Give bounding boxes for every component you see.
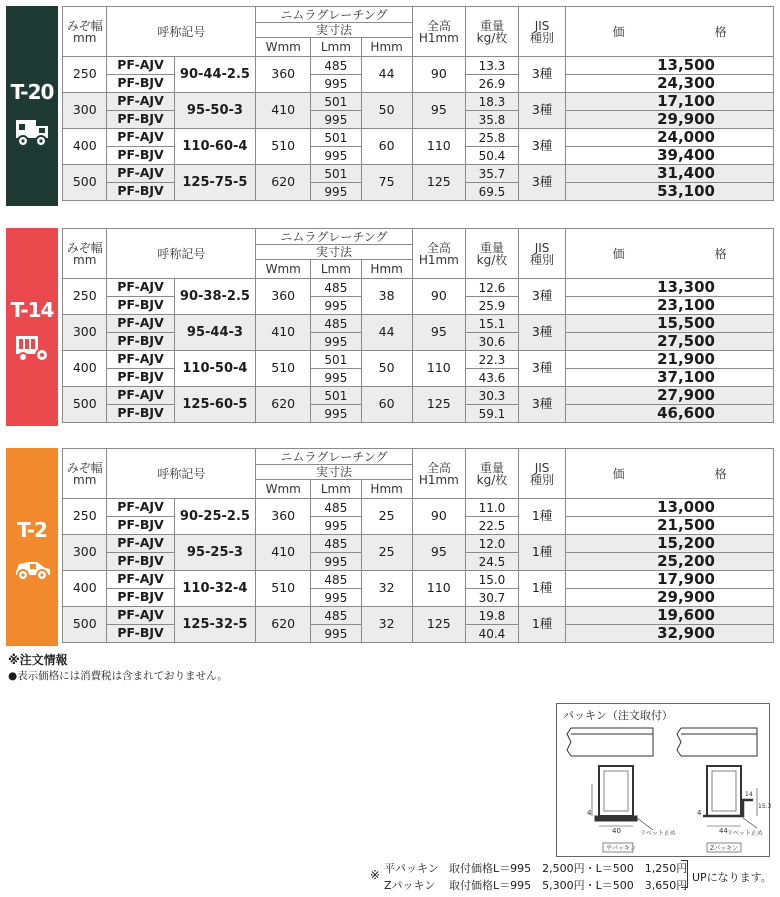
cell-code: 95-25-3 (174, 535, 256, 571)
cell-model-b: PF-BJV (107, 369, 174, 387)
cell-width: 250 (63, 279, 107, 315)
cell-h1: 125 (412, 387, 465, 423)
cell-h: 50 (361, 351, 412, 387)
cell-l-short: 501 (311, 387, 362, 405)
cell-code: 95-50-3 (174, 93, 256, 129)
cell-jis: 3種 (518, 129, 565, 165)
dim-left: 40 (612, 827, 621, 835)
header-weight: 重量 kg/枚 (466, 449, 519, 499)
cell-h: 60 (361, 387, 412, 423)
cell-weight-a: 12.0 (466, 535, 519, 553)
header-l: Lmm (311, 480, 362, 499)
cell-w: 360 (256, 279, 311, 315)
header-width: みぞ幅 mm (63, 229, 107, 279)
header-w: Wmm (256, 480, 311, 499)
cell-model-a: PF-AJV (107, 57, 174, 75)
load-class-label: T-2 (17, 518, 47, 542)
header-height: 全高 H1mm (412, 449, 465, 499)
cell-h1: 95 (412, 315, 465, 351)
cell-code: 125-60-5 (174, 387, 256, 423)
cell-weight-a: 30.3 (466, 387, 519, 405)
cell-w: 620 (256, 607, 311, 643)
cell-weight-a: 13.3 (466, 57, 519, 75)
cell-price-b: 29,900 (566, 111, 774, 129)
cell-w: 410 (256, 93, 311, 129)
cell-code: 125-75-5 (174, 165, 256, 201)
cell-weight-a: 19.8 (466, 607, 519, 625)
cell-width: 250 (63, 499, 107, 535)
header-jis: JIS 種別 (518, 449, 565, 499)
cell-h1: 95 (412, 93, 465, 129)
cell-price-a: 27,900 (566, 387, 774, 405)
cell-code: 110-50-4 (174, 351, 256, 387)
dim-h2: 15.3 (758, 803, 772, 810)
cell-h1: 110 (412, 571, 465, 607)
header-height: 全高 H1mm (412, 229, 465, 279)
cell-price-b: 24,300 (566, 75, 774, 93)
cell-h1: 125 (412, 165, 465, 201)
section-t2 (6, 448, 774, 646)
cell-weight-b: 30.6 (466, 333, 519, 351)
cell-model-b: PF-BJV (107, 405, 174, 423)
cell-price-b: 53,100 (566, 183, 774, 201)
header-h: Hmm (361, 480, 412, 499)
cell-w: 510 (256, 351, 311, 387)
header-h: Hmm (361, 38, 412, 57)
cell-jis: 3種 (518, 351, 565, 387)
cell-price-b: 46,600 (566, 405, 774, 423)
cell-price-a: 15,200 (566, 535, 774, 553)
spec-table-t2 (62, 448, 774, 643)
cell-model-a: PF-AJV (107, 279, 174, 297)
flat-packing-price: 取付価格L＝995 2,500円・L＝500 1,250円 (449, 862, 688, 875)
cell-price-b: 25,200 (566, 553, 774, 571)
header-designation: 呼称記号 (107, 229, 256, 279)
cell-jis: 1種 (518, 607, 565, 643)
cell-model-b: PF-BJV (107, 75, 174, 93)
cell-model-a: PF-AJV (107, 499, 174, 517)
cell-l-short: 501 (311, 93, 362, 111)
cell-price-a: 17,100 (566, 93, 774, 111)
cell-h1: 90 (412, 57, 465, 93)
load-class-label: T-20 (10, 80, 54, 104)
cell-l-long: 995 (311, 333, 362, 351)
cell-l-long: 995 (311, 183, 362, 201)
cell-w: 410 (256, 535, 311, 571)
cell-model-a: PF-AJV (107, 165, 174, 183)
cell-h1: 125 (412, 607, 465, 643)
dim-h4: 4 (697, 809, 702, 817)
cell-code: 110-60-4 (174, 129, 256, 165)
cell-model-a: PF-AJV (107, 571, 174, 589)
cell-weight-b: 59.1 (466, 405, 519, 423)
header-width: みぞ幅 mm (63, 7, 107, 57)
cell-weight-b: 22.5 (466, 517, 519, 535)
flat-caption: 平パッキン (606, 845, 636, 852)
cell-l-short: 485 (311, 499, 362, 517)
header-grating: ニムラグレーチング (256, 7, 412, 23)
header-jis: JIS 種別 (518, 229, 565, 279)
cell-weight-b: 43.6 (466, 369, 519, 387)
cell-l-long: 995 (311, 553, 362, 571)
header-actual: 実寸法 (256, 23, 412, 38)
cell-l-short: 501 (311, 351, 362, 369)
cell-weight-b: 35.8 (466, 111, 519, 129)
cell-price-a: 13,000 (566, 499, 774, 517)
cell-width: 300 (63, 315, 107, 351)
load-class-tag-t14 (6, 228, 58, 426)
cell-model-b: PF-BJV (107, 183, 174, 201)
dim-right: 44 (719, 827, 728, 835)
cell-code: 90-38-2.5 (174, 279, 256, 315)
cell-l-short: 501 (311, 129, 362, 147)
cell-jis: 3種 (518, 279, 565, 315)
load-class-tag-t20 (6, 6, 58, 206)
cell-l-short: 485 (311, 57, 362, 75)
cell-w: 360 (256, 57, 311, 93)
header-jis: JIS 種別 (518, 7, 565, 57)
load-class-tag-t2 (6, 448, 58, 646)
cell-h: 60 (361, 129, 412, 165)
cell-width: 250 (63, 57, 107, 93)
cell-weight-b: 26.9 (466, 75, 519, 93)
cell-price-b: 37,100 (566, 369, 774, 387)
cell-model-b: PF-BJV (107, 589, 174, 607)
header-l: Lmm (311, 260, 362, 279)
bracket-icon (681, 860, 688, 888)
cell-jis: 3種 (518, 93, 565, 129)
cell-width: 300 (63, 93, 107, 129)
cell-model-a: PF-AJV (107, 315, 174, 333)
cell-price-a: 13,500 (566, 57, 774, 75)
cell-h1: 90 (412, 499, 465, 535)
cell-jis: 3種 (518, 315, 565, 351)
cell-h1: 95 (412, 535, 465, 571)
cell-code: 110-32-4 (174, 571, 256, 607)
packing-drawing (557, 704, 772, 856)
header-weight: 重量 kg/枚 (466, 229, 519, 279)
cell-l-short: 501 (311, 165, 362, 183)
header-price: 価 格 (566, 7, 774, 57)
cell-l-long: 995 (311, 589, 362, 607)
cell-l-long: 995 (311, 625, 362, 643)
header-w: Wmm (256, 38, 311, 57)
cell-weight-a: 12.6 (466, 279, 519, 297)
cell-h1: 90 (412, 279, 465, 315)
header-height: 全高 H1mm (412, 7, 465, 57)
cell-weight-b: 25.9 (466, 297, 519, 315)
cell-l-long: 995 (311, 369, 362, 387)
cell-w: 620 (256, 165, 311, 201)
header-designation: 呼称記号 (107, 449, 256, 499)
section-t20 (6, 6, 774, 206)
cell-weight-a: 18.3 (466, 93, 519, 111)
cell-width: 400 (63, 351, 107, 387)
spec-table-t20 (62, 6, 774, 201)
cell-model-b: PF-BJV (107, 553, 174, 571)
cell-weight-b: 40.4 (466, 625, 519, 643)
cell-price-b: 39,400 (566, 147, 774, 165)
z-caption: Zパッキン (710, 845, 739, 852)
cell-jis: 1種 (518, 571, 565, 607)
cell-jis: 1種 (518, 499, 565, 535)
packing-mark: ※ (370, 868, 381, 882)
cell-price-b: 32,900 (566, 625, 774, 643)
cell-width: 300 (63, 535, 107, 571)
car-icon (15, 556, 51, 582)
cell-l-short: 485 (311, 315, 362, 333)
cell-l-long: 995 (311, 111, 362, 129)
cell-code: 95-44-3 (174, 315, 256, 351)
cell-l-long: 995 (311, 75, 362, 93)
cell-width: 500 (63, 387, 107, 423)
cell-h: 75 (361, 165, 412, 201)
cell-w: 620 (256, 387, 311, 423)
header-price: 価 格 (566, 229, 774, 279)
rivet-label-right: リベット止め (727, 830, 763, 837)
cell-model-a: PF-AJV (107, 129, 174, 147)
cell-h: 25 (361, 535, 412, 571)
cell-l-short: 485 (311, 571, 362, 589)
rivet-label-left: リベット止め (640, 830, 676, 837)
cell-h1: 110 (412, 129, 465, 165)
z-packing-label: Zパッキン (384, 879, 436, 892)
order-info-title: ※注文情報 (8, 653, 68, 667)
spec-table-t14 (62, 228, 774, 423)
cell-h1: 110 (412, 351, 465, 387)
header-h: Hmm (361, 260, 412, 279)
cell-price-a: 31,400 (566, 165, 774, 183)
cell-w: 360 (256, 499, 311, 535)
packing-suffix: UPになります。 (692, 871, 772, 884)
header-width: みぞ幅 mm (63, 449, 107, 499)
cell-width: 500 (63, 607, 107, 643)
cell-weight-a: 15.1 (466, 315, 519, 333)
cell-weight-a: 22.3 (466, 351, 519, 369)
cell-weight-a: 11.0 (466, 499, 519, 517)
cell-model-b: PF-BJV (107, 517, 174, 535)
cell-w: 510 (256, 571, 311, 607)
cell-l-long: 995 (311, 147, 362, 165)
cell-l-long: 995 (311, 405, 362, 423)
dim-h3: 4 (587, 809, 592, 817)
cell-code: 125-32-5 (174, 607, 256, 643)
cell-model-b: PF-BJV (107, 147, 174, 165)
cell-jis: 3種 (518, 387, 565, 423)
cell-width: 500 (63, 165, 107, 201)
cell-model-a: PF-AJV (107, 93, 174, 111)
cell-weight-a: 15.0 (466, 571, 519, 589)
cell-l-short: 485 (311, 535, 362, 553)
cell-model-a: PF-AJV (107, 535, 174, 553)
header-w: Wmm (256, 260, 311, 279)
header-weight: 重量 kg/枚 (466, 7, 519, 57)
header-actual: 実寸法 (256, 245, 412, 260)
cell-model-b: PF-BJV (107, 111, 174, 129)
cell-jis: 3種 (518, 57, 565, 93)
header-price: 価 格 (566, 449, 774, 499)
cell-width: 400 (63, 571, 107, 607)
truck-icon (15, 118, 49, 148)
cell-price-b: 29,900 (566, 589, 774, 607)
cell-h: 25 (361, 499, 412, 535)
cell-l-short: 485 (311, 607, 362, 625)
truck-icon (15, 334, 49, 364)
cell-jis: 1種 (518, 535, 565, 571)
cell-weight-b: 30.7 (466, 589, 519, 607)
cell-price-a: 13,300 (566, 279, 774, 297)
cell-price-a: 21,900 (566, 351, 774, 369)
packing-title: パッキン（注文取付） (563, 709, 673, 722)
cell-price-a: 24,000 (566, 129, 774, 147)
cell-price-a: 15,500 (566, 315, 774, 333)
packing-diagram (556, 703, 770, 857)
z-packing-price: 取付価格L＝995 5,300円・L＝500 3,650円 (449, 879, 688, 892)
cell-h: 50 (361, 93, 412, 129)
header-l: Lmm (311, 38, 362, 57)
cell-weight-a: 25.8 (466, 129, 519, 147)
header-designation: 呼称記号 (107, 7, 256, 57)
cell-price-b: 27,500 (566, 333, 774, 351)
load-class-label: T-14 (10, 298, 54, 322)
cell-jis: 3種 (518, 165, 565, 201)
cell-w: 410 (256, 315, 311, 351)
cell-model-a: PF-AJV (107, 351, 174, 369)
header-grating: ニムラグレーチング (256, 449, 412, 465)
cell-model-b: PF-BJV (107, 297, 174, 315)
section-t14 (6, 228, 774, 426)
header-grating: ニムラグレーチング (256, 229, 412, 245)
cell-l-long: 995 (311, 517, 362, 535)
cell-price-b: 23,100 (566, 297, 774, 315)
cell-h: 32 (361, 607, 412, 643)
tax-note: ●表示価格には消費税は含まれておりません。 (8, 670, 228, 682)
cell-l-long: 995 (311, 297, 362, 315)
cell-weight-b: 50.4 (466, 147, 519, 165)
cell-h: 44 (361, 315, 412, 351)
cell-model-a: PF-AJV (107, 387, 174, 405)
cell-model-a: PF-AJV (107, 607, 174, 625)
header-actual: 実寸法 (256, 465, 412, 480)
cell-width: 400 (63, 129, 107, 165)
dim-h1: 14 (745, 791, 753, 798)
cell-code: 90-25-2.5 (174, 499, 256, 535)
cell-weight-b: 69.5 (466, 183, 519, 201)
cell-price-a: 17,900 (566, 571, 774, 589)
cell-price-a: 19,600 (566, 607, 774, 625)
cell-weight-a: 35.7 (466, 165, 519, 183)
cell-h: 38 (361, 279, 412, 315)
cell-price-b: 21,500 (566, 517, 774, 535)
cell-model-b: PF-BJV (107, 625, 174, 643)
cell-l-short: 485 (311, 279, 362, 297)
cell-model-b: PF-BJV (107, 333, 174, 351)
cell-code: 90-44-2.5 (174, 57, 256, 93)
cell-w: 510 (256, 129, 311, 165)
cell-h: 32 (361, 571, 412, 607)
cell-h: 44 (361, 57, 412, 93)
flat-packing-label: 平パッキン (384, 862, 439, 875)
cell-weight-b: 24.5 (466, 553, 519, 571)
